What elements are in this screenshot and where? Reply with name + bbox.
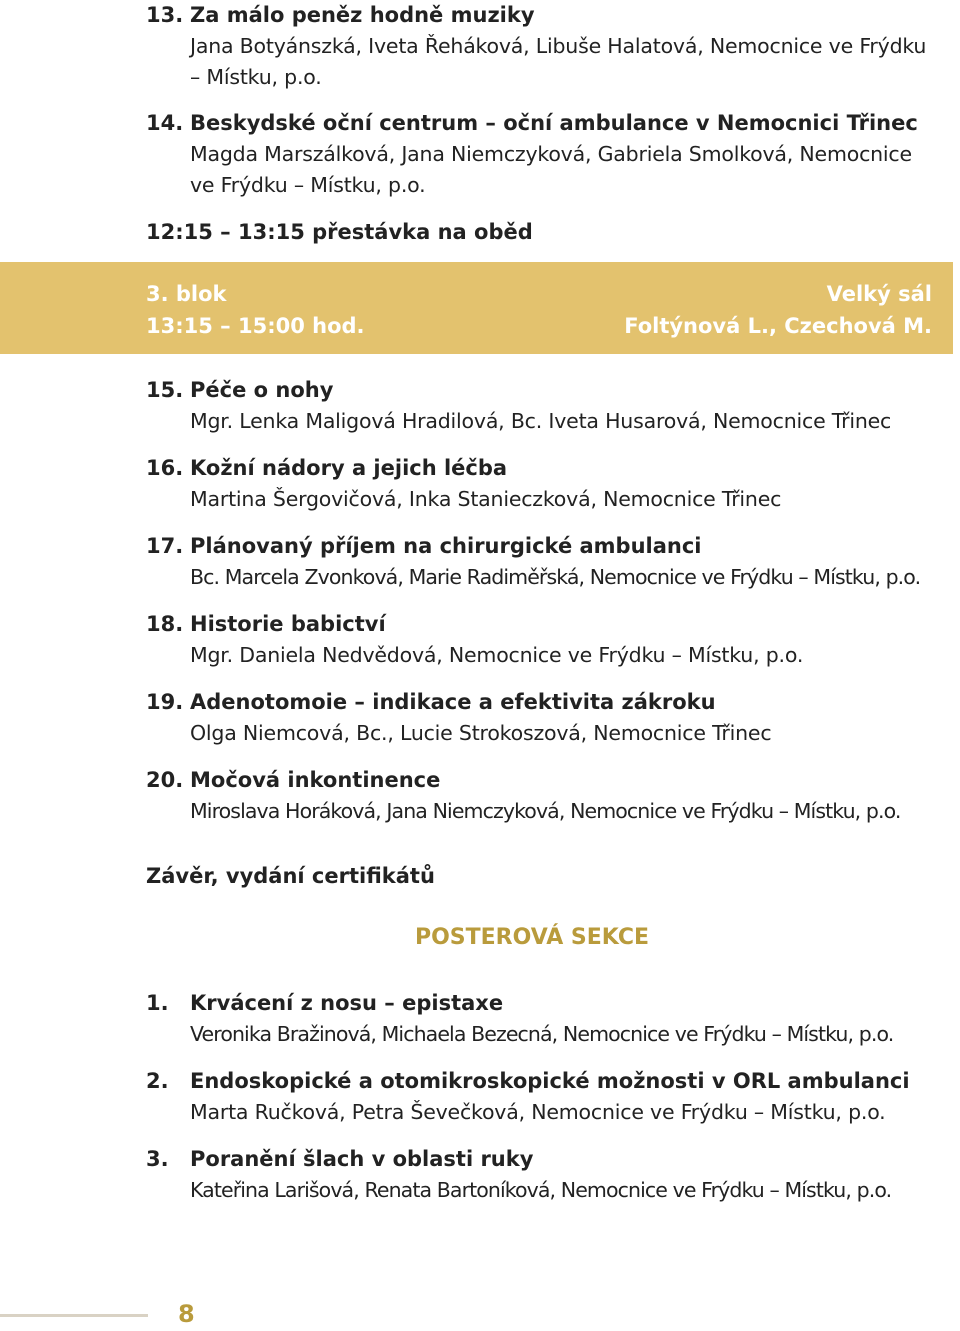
item-number: 20. (146, 768, 184, 792)
footer-rule (0, 1314, 148, 1317)
item-number: 3. (146, 1147, 169, 1171)
item-number: 18. (146, 612, 184, 636)
item-authors: Magda Marszálková, Jana Niemczyková, Gabriela Smolková, Nemocnice ve Frýdku – Místku, p.o. (190, 142, 912, 197)
page-number: 8 (178, 1300, 195, 1328)
block-header (0, 262, 953, 354)
block-name: 3. blok (146, 282, 227, 306)
item-authors: Martina Šergovičová, Inka Stanieczková, Nemocnice Třinec (190, 487, 782, 511)
item-title: Beskydské oční centrum – oční ambulance v Nemocnici Třinec (190, 111, 918, 135)
block-chairs: Foltýnová L., Czechová M. (624, 314, 932, 338)
item-title: Močová inkontinence (190, 768, 441, 792)
program-item (146, 687, 946, 749)
item-number: 19. (146, 690, 184, 714)
program-item (146, 531, 946, 593)
block-time: 13:15 – 15:00 hod. (146, 314, 365, 338)
item-authors: Jana Botyánszká, Iveta Řeháková, Libuše Halatová, Nemocnice ve Frýdku – Místku, p.o. (190, 34, 927, 89)
item-title: Kožní nádory a jejich léčba (190, 456, 508, 480)
poster-item (146, 1066, 946, 1128)
item-number: 15. (146, 378, 184, 402)
item-authors: Marta Ručková, Petra Ševečková, Nemocnice ve Frýdku – Místku, p.o. (190, 1100, 886, 1124)
item-authors: Kateřina Larišová, Renata Bartoníková, Nemocnice ve Frýdku – Místku, p.o. (190, 1178, 892, 1202)
program-item (146, 765, 946, 827)
item-authors: Mgr. Lenka Maligová Hradilová, Bc. Iveta Husarová, Nemocnice Třinec (190, 409, 892, 433)
program-item (146, 609, 946, 671)
program-item (146, 108, 946, 201)
item-authors: Veronika Bražinová, Michaela Bezecná, Nemocnice ve Frýdku – Místku, p.o. (190, 1022, 894, 1046)
item-title: Plánovaný příjem na chirurgické ambulanci (190, 534, 702, 558)
item-authors: Miroslava Horáková, Jana Niemczyková, Nemocnice ve Frýdku – Místku, p.o. (190, 799, 901, 823)
item-authors: Bc. Marcela Zvonková, Marie Radiměřská, Nemocnice ve Frýdku – Místku, p.o. (190, 565, 921, 589)
item-number: 17. (146, 534, 184, 558)
item-title: Historie babictví (190, 612, 386, 636)
item-number: 14. (146, 111, 184, 135)
lunch-break: 12:15 – 13:15 přestávka na oběd (146, 220, 533, 244)
closing-line: Závěr, vydání certifikátů (146, 864, 435, 888)
poster-item (146, 1144, 946, 1206)
poster-item (146, 988, 946, 1050)
item-number: 16. (146, 456, 184, 480)
item-title: Péče o nohy (190, 378, 334, 402)
item-title: Adenotomoie – indikace a efektivita zákroku (190, 690, 716, 714)
item-title: Za málo peněz hodně muziky (190, 3, 535, 27)
program-item (146, 0, 946, 93)
block-room: Velký sál (826, 282, 932, 306)
item-number: 2. (146, 1069, 169, 1093)
item-authors: Mgr. Daniela Nedvědová, Nemocnice ve Frýdku – Místku, p.o. (190, 643, 804, 667)
poster-section-heading: POSTEROVÁ SEKCE (414, 925, 650, 950)
item-number: 13. (146, 3, 184, 27)
item-title: Endoskopické a otomikroskopické možnosti v ORL ambulanci (190, 1069, 910, 1093)
item-number: 1. (146, 991, 169, 1015)
program-item (146, 375, 946, 437)
item-authors: Olga Niemcová, Bc., Lucie Strokoszová, Nemocnice Třinec (190, 721, 772, 745)
item-title: Krvácení z nosu – epistaxe (190, 991, 504, 1015)
program-item (146, 453, 946, 515)
item-title: Poranění šlach v oblasti ruky (190, 1147, 534, 1171)
